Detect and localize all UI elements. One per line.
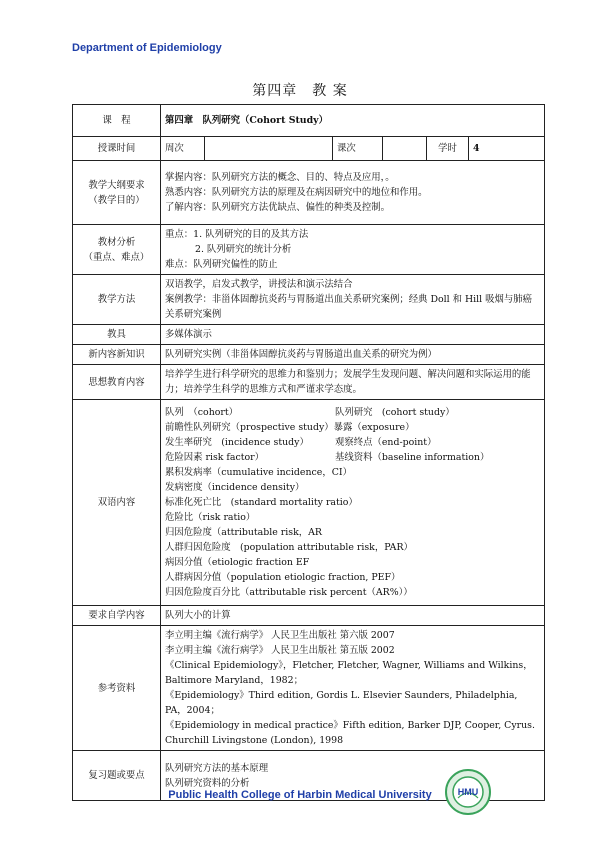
objective-line: 了解内容：队列研究方法优缺点、偏性的种类及控制。: [165, 202, 391, 213]
self-study-value: 队列大小的计算: [161, 606, 545, 626]
row-new-knowledge: [73, 345, 545, 365]
week-value: [205, 137, 333, 161]
footer-college: Public Health College of Harbin Medical University: [168, 789, 432, 801]
review-label: 复习题或要点: [73, 751, 161, 801]
lesson-plan-table: [72, 104, 545, 801]
term: 病因分值（etiologic fraction EF: [165, 557, 310, 568]
hours-value: 4: [469, 137, 545, 161]
department-header: Department of Epidemiology: [72, 42, 222, 54]
reference: 《Epidemiology》Third edition, Gordis L. Elsevier Saunders, Philadelphia, PA，2004；: [165, 690, 518, 716]
session-label: 课次: [333, 137, 383, 161]
objective-line: 熟悉内容：队列研究方法的原理及在病因研究中的地位和作用。: [165, 187, 428, 198]
term: 发生率研究 (incidence study）: [165, 437, 309, 448]
term-pair: [165, 450, 540, 465]
analysis-label-2: （重点、难点）: [83, 251, 150, 263]
session-value: [383, 137, 427, 161]
tools-label: 教具: [73, 325, 161, 345]
course-label: 课 程: [73, 105, 161, 137]
row-references: [73, 626, 545, 751]
self-study-label: 要求自学内容: [73, 606, 161, 626]
row-course: [73, 105, 545, 137]
time-label: 授课时间: [73, 137, 161, 161]
hours-label: 学时: [427, 137, 469, 161]
reference: 李立明主编《流行病学》 人民卫生出版社 第六版 2007: [165, 630, 395, 641]
term: 前瞻性队列研究（prospective study）暴露（exposure）: [165, 422, 415, 433]
row-ideology: [73, 365, 545, 400]
logo-text: HMU: [457, 787, 479, 797]
key-2: 2. 队列研究的统计分析: [195, 244, 292, 255]
row-analysis: [73, 225, 545, 275]
term: 归因危险度百分比（attributable risk percent（AR%））: [165, 587, 413, 598]
term: 基线资料（baseline information）: [335, 452, 490, 463]
new-knowledge-value: 队列研究实例（非甾体固醇抗炎药与胃肠道出血关系的研究为例）: [161, 345, 545, 365]
term: 观察终点（end-point）: [335, 437, 437, 448]
analysis-label-1: 教材分析: [97, 236, 136, 248]
reference: 李立明主编《流行病学》 人民卫生出版社 第五版 2002: [165, 645, 395, 656]
term-pair: [165, 405, 540, 420]
difficult-point: 难点：队列研究偏性的防止: [165, 259, 278, 270]
references-label: 参考资料: [73, 626, 161, 751]
term: 危险因素 risk factor）: [165, 452, 265, 463]
key-1: 1. 队列研究的目的及其方法: [193, 229, 309, 240]
tools-value: 多媒体演示: [161, 325, 545, 345]
analysis-label: [73, 225, 161, 275]
review-line: 队列研究资料的分析: [165, 777, 250, 789]
row-time: [73, 137, 545, 161]
page-title: 第四章 教 案: [252, 83, 348, 99]
objectives-label-2: （教学目的）: [88, 194, 145, 206]
reference: 《Clinical Epidemiology》，Fletcher, Fletcher, Wagner, Williams and Wilkins，Baltimore Maryland，1982；: [165, 660, 533, 686]
university-logo: [444, 768, 492, 816]
term: 队列 （cohort）: [165, 407, 239, 418]
new-knowledge-label: 新内容新知识: [73, 345, 161, 365]
term: 危险比（risk ratio）: [165, 512, 256, 523]
reference: 《Epidemiology in medical practice》Fifth edition, Barker DJP, Cooper, Cyrus. Churchill Livingstone (London), 1998: [165, 720, 535, 746]
objectives-content: [161, 161, 545, 225]
objectives-label-1: 教学大纲要求: [88, 179, 145, 191]
analysis-content: [161, 225, 545, 275]
ideology-label: 思想教育内容: [73, 365, 161, 400]
term: 归因危险度（attributable risk，AR: [165, 527, 322, 538]
review-line: 队列研究方法的基本原理: [165, 762, 269, 774]
row-bilingual: [73, 400, 545, 606]
method-line-2: 案例教学：非甾体固醇抗炎药与胃肠道出血关系研究案例；经典 Doll 和 Hill 吸烟与肺癌关系研究案例: [165, 294, 533, 320]
term: 发病密度（incidence density）: [165, 482, 305, 493]
term: 人群归因危险度 (population attributable risk，PAR）: [165, 542, 413, 553]
course-value: [161, 105, 545, 137]
course-text: 第四章 队列研究（Cohort Study）: [165, 115, 328, 126]
bilingual-content: [161, 400, 545, 606]
objective-line: 掌握内容：队列研究方法的概念、目的、特点及应用，。: [165, 172, 395, 183]
key-point-1: [165, 227, 540, 242]
week-label: 周次: [161, 137, 205, 161]
term: 标准化死亡比 (standard mortality ratio）: [165, 497, 358, 508]
method-line-1: 双语教学，启发式教学，讲授法和演示法结合: [165, 279, 353, 290]
term-pair: [165, 435, 540, 450]
row-tools: [73, 325, 545, 345]
bilingual-label: 双语内容: [73, 400, 161, 606]
references-content: [161, 626, 545, 751]
term: 人群病因分值（population etiologic fraction, PEF）: [165, 572, 401, 583]
row-objectives: [73, 161, 545, 225]
method-label: 教学方法: [73, 275, 161, 325]
objectives-label: [73, 161, 161, 225]
row-method: [73, 275, 545, 325]
method-content: [161, 275, 545, 325]
ideology-value: 培养学生进行科学研究的思维力和鉴别力；发展学生发现问题、解决问题和实际运用的能力；培养学生科学的思维方式和严谨求学态度。: [161, 365, 545, 400]
term: 累积发病率（cumulative incidence，CI）: [165, 467, 352, 478]
term: 队列研究 (cohort study）: [335, 407, 455, 418]
key-prefix: 重点：: [165, 229, 194, 240]
row-self-study: [73, 606, 545, 626]
